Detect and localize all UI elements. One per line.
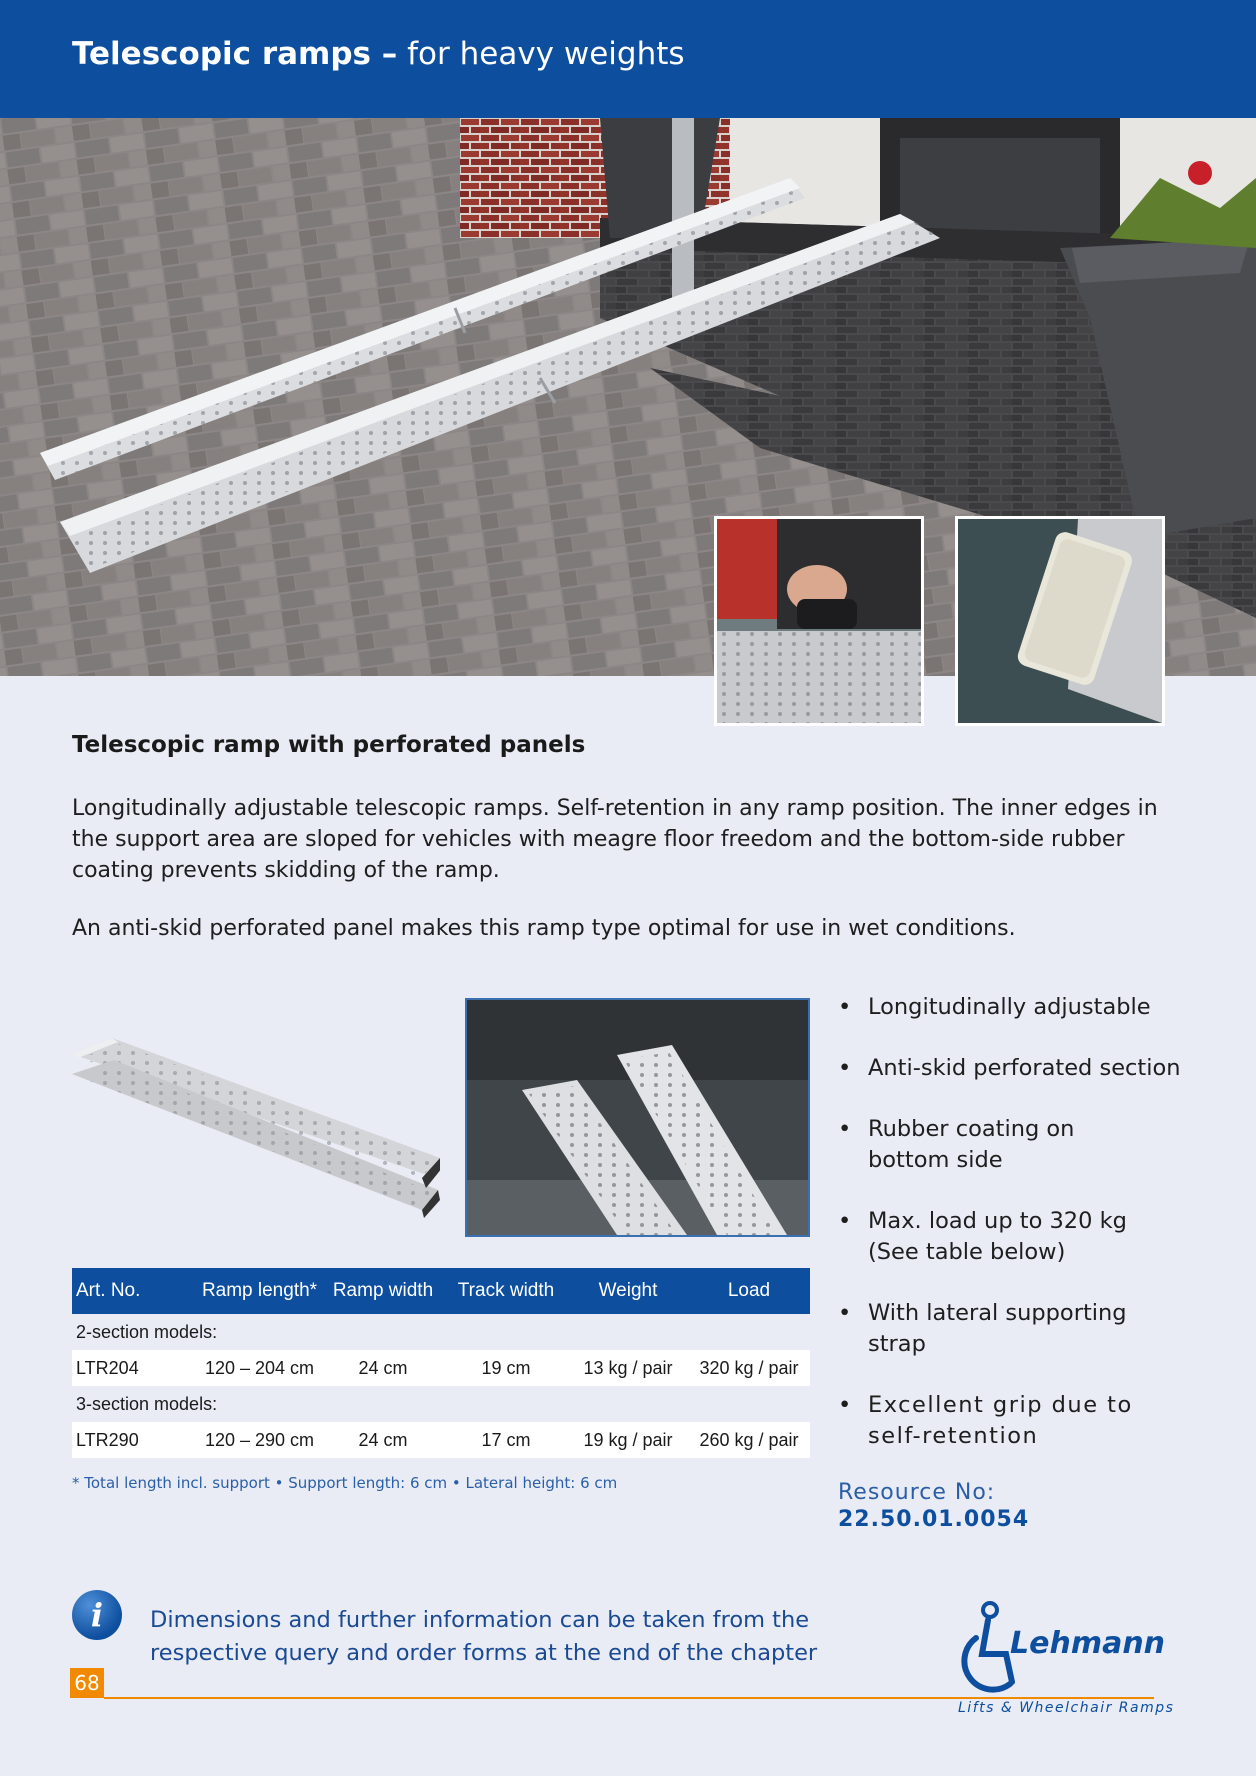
resource-value: 22.50.01.0054 [838, 1507, 1030, 1532]
feature-item: • With lateral supporting strap [836, 1298, 1156, 1360]
column-header: Load [688, 1268, 810, 1314]
info-icon: i [72, 1590, 122, 1640]
feature-item: • Anti-skid perforated section [836, 1053, 1236, 1084]
resource-label: Resource No: [838, 1480, 996, 1505]
feature-item: • Max. load up to 320 kg (See table below) [836, 1206, 1146, 1268]
title-rest: for heavy weights [397, 36, 685, 72]
table-cell: 17 cm [444, 1422, 568, 1458]
feature-item: • Excellent grip due to self-retention [836, 1390, 1136, 1452]
table-cell: LTR290 [72, 1422, 197, 1458]
handle-photo [714, 516, 924, 726]
table-cell: 19 cm [444, 1350, 568, 1386]
section-title: Telescopic ramp with perforated panels [72, 732, 586, 758]
table-cell: 24 cm [322, 1422, 444, 1458]
page-number: 68 [70, 1668, 104, 1698]
feature-item: • Rubber coating on bottom side [836, 1114, 1156, 1176]
group-label: 2-section models: [76, 1321, 218, 1342]
table-cell: 24 cm [322, 1350, 444, 1386]
ramp-vehicle-photo [465, 998, 810, 1237]
specs-table [72, 1268, 810, 1458]
feature-list [836, 992, 1236, 1482]
table-group-row [72, 1314, 810, 1350]
table-row [72, 1350, 810, 1386]
wet-conditions-paragraph: An anti-skid perforated panel makes this ramp type optimal for use in wet conditions. [72, 916, 1016, 941]
table-cell: 120 – 204 cm [197, 1350, 322, 1386]
table-group-row [72, 1386, 810, 1422]
table-cell: LTR204 [72, 1350, 197, 1386]
table-cell: 13 kg / pair [568, 1350, 688, 1386]
title-bold: Telescopic ramps – [72, 36, 398, 72]
ramp-product-photo [70, 1018, 440, 1218]
column-header: Weight [568, 1268, 688, 1314]
logo-name: Lehmann [1010, 1626, 1166, 1661]
column-header: Ramp length* [197, 1268, 322, 1314]
table-cell: 19 kg / pair [568, 1422, 688, 1458]
description-paragraph: Longitudinally adjustable telescopic ramps. Self-retention in any ramp position. The inner edges in the support area are sloped for vehicles with meagre floor freedom and the bottom-side rubber coating prevents skidding of the ramp. [72, 796, 1158, 883]
rubber-pad-photo [955, 516, 1165, 726]
table-cell: 120 – 290 cm [197, 1422, 322, 1458]
info-text: Dimensions and further information can be taken from the respective query and order forms at the end of the chapter [150, 1607, 818, 1666]
table-cell: 320 kg / pair [688, 1350, 810, 1386]
table-cell: 260 kg / pair [688, 1422, 810, 1458]
resource-number [838, 1480, 1029, 1532]
page-title [72, 36, 685, 72]
feature-item: • Longitudinally adjustable [836, 992, 1236, 1023]
table-header-row [72, 1268, 810, 1314]
group-label: 3-section models: [76, 1393, 218, 1414]
column-header: Art. No. [72, 1268, 197, 1314]
column-header: Track width [444, 1268, 568, 1314]
table-row [72, 1422, 810, 1458]
page-header [0, 0, 1256, 118]
table-footnote: * Total length incl. support • Support length: 6 cm • Lateral height: 6 cm [72, 1474, 618, 1492]
logo-tagline: Lifts & Wheelchair Ramps [958, 1700, 1175, 1716]
column-header: Ramp width [322, 1268, 444, 1314]
